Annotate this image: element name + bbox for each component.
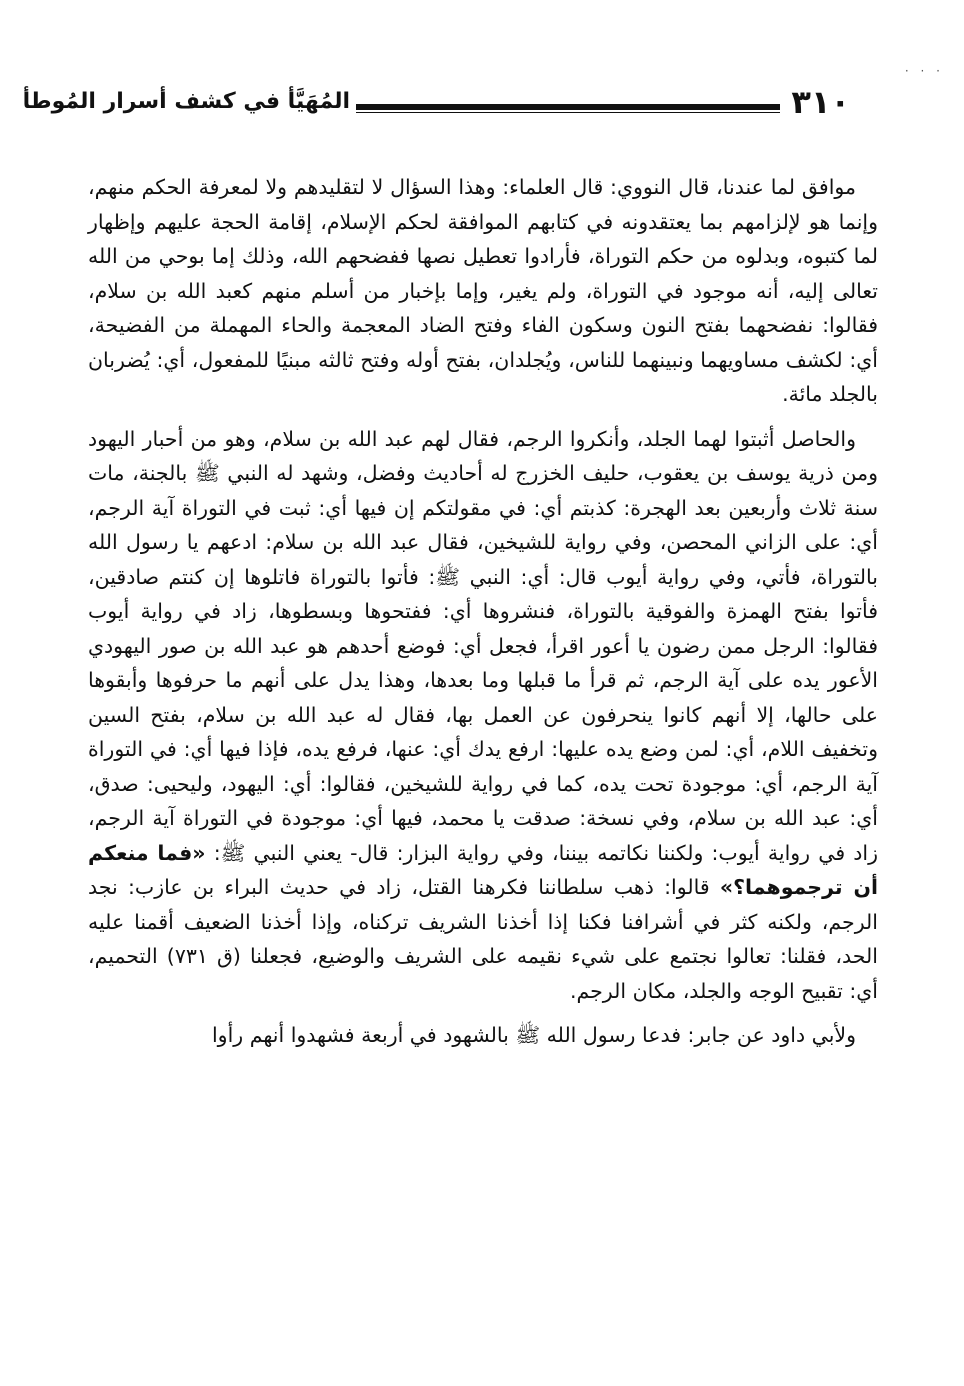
paragraph-2-text-a: والحاصل أثبتوا لهما الجلد، وأنكروا الرجم، فقال لهم عبد الله بن سلام، وهو من أحبار اليهود ومن ذرية يوسف بن يعقوب، حليف الخزرج له أحاديث وفضل، وشهد له النبي ﷺ بالجنة، مات سنة ثلاث وأربعين بعد الهجرة: كذبتم أي: في مقولتكم إن فيها أي: ثبت في التوراة آية الرجم، أي: على الزاني المحصن، وفي رواية للشيخين، فقال عبد الله بن سلام: ادعهم يا رسول الله بالتوراة، فأتي، وفي رواية أيوب قال: أي: النبي ﷺ: فأتوا بالتوراة فاتلوها إن كنتم صادقين، فأتوا بفتح الهمزة والفوقية بالتوراة، فنشروها أي: ففتحوها وبسطوها، زاد في رواية أيوب فقالوا: الرجل ممن رضون يا أعور اقرأ، فجعل أي: فوضع أحدهم هو عبد الله بن صور اليهودي الأعور يده على آية الرجم، ثم قرأ ما قبلها وما بعدها، وهذا يدل على أنهم ما حرفوها وأبقوها على حالها، إلا أنهم كانوا ينحرفون عن العمل بها، فقال له عبد الله بن سلام، بفتح السين وتخفيف اللام، أي: لمن وضع يده عليها: ارفع يدك أي: عنها، فرفع يده، فإذا فيها أي: في التوراة آية الرجم، أي: موجودة تحت يده، كما في رواية للشيخين، فقالوا: أي: اليهود، وليحيى: صدق، أي: عبد الله بن سلام، وفي نسخة: صدقت يا محمد، فيها أي: موجودة في التوراة آية الرجم، زاد في رواية أيوب: ولكننا نكاتمه بيننا، وفي رواية البزار: قال- يعني النبي ﷺ:: [88, 426, 878, 865]
paragraph-3: ولأبي داود عن جابر: فدعا رسول الله ﷺ بالشهود في أربعة فشهدوا أنهم رأوا: [211, 1023, 856, 1047]
page-header: [22, 80, 850, 136]
scan-artifact: · · ·: [904, 64, 944, 78]
paragraph-2: [88, 422, 878, 1009]
paragraph-1: موافق لما عندنا، قال النووي: قال العلماء: وهذا السؤال لا لتقليدهم ولا لمعرفة الحكم منهم، وإنما هو لإلزامهم بما يعتقدونه في كتابهم الموافقة لحكم الإسلام، إقامة الحجة عليهم وإظهار لما كتبوه، وبدلوه من حكم التوراة، فأرادوا تعطيل نصها ففضحهم الله، وذلك إما بوحي من الله تعالى إليه، أنه موجود في التوراة، ولم يغير، وإما بإخبار من أسلم منهم كعبد الله بن سلام، فقالوا: نفضحهما بفتح النون وسكون الفاء وفتح الضاد المعجمة والحاء المهملة من الفضيحة، أي: لكشف مساويهما ونبينهما للناس، ويُجلدان، بفتح أوله وفتح ثالثه مبنيًا للمفعول، أي: يُضربان بالجلد مائة.: [88, 175, 878, 406]
header-rule-thick: [356, 104, 780, 110]
hadith-quote: «فما منعكم أن ترجموهما؟»: [88, 840, 878, 899]
header-rule-thin: [356, 112, 780, 113]
page-number: ٣١٠: [791, 83, 850, 121]
page-body: [88, 170, 878, 1053]
paragraph-2-text-b: قالوا: ذهب سلطاننا فكرهنا القتل، زاد في حديث البراء بن عازب: نجد الرجم، ولكنه كثر في أشرافنا فكنا إذا أخذنا الشريف تركناه، وإذا أخذنا الضعيف أقمنا عليه الحد، فقلنا: تعالوا نجتمع على شيء نقيمه على الشريف والوضيع، فجعلنا (ق ٧٣١) التحميم، أي: تقبيح الوجه والجلد، مكان الرجم.: [88, 875, 878, 1003]
book-title: المُهَيَّأ في كشف أسرار المُوطأ: [22, 89, 350, 114]
